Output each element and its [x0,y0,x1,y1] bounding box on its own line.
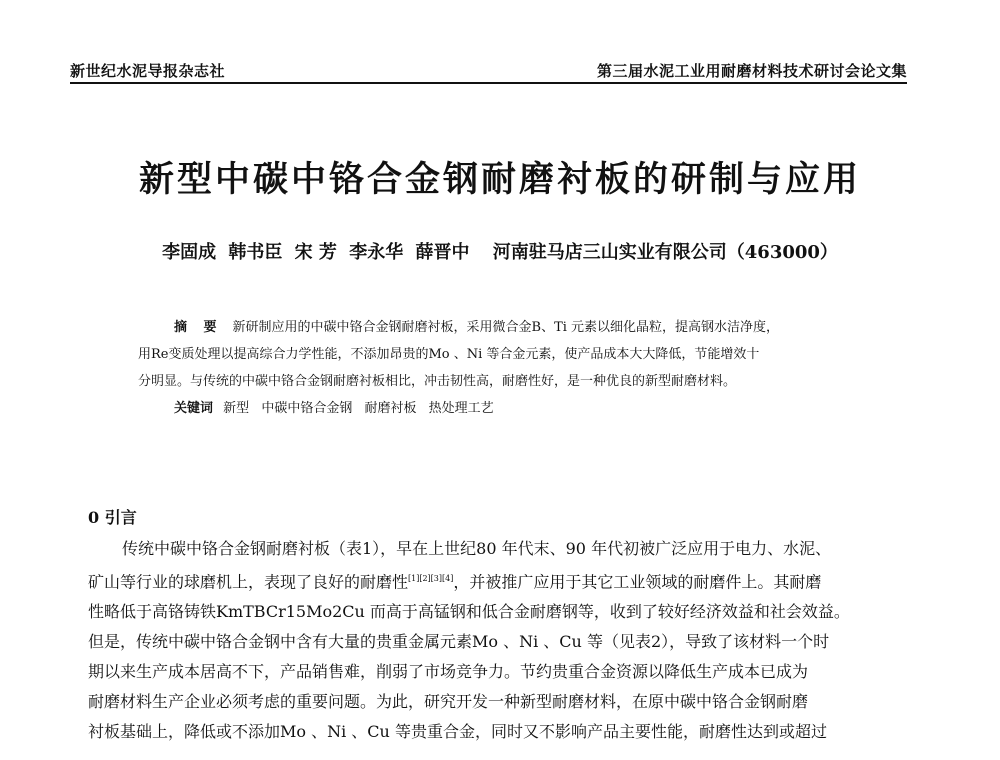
body-text-segment: 矿山等行业的球磨机上，表现了良好的耐磨性 [88,572,409,592]
author-affiliation: 河南驻马店三山实业有限公司（463000） [492,242,838,263]
abstract-label: 摘 要 [174,320,223,335]
body-line: 衬板基础上，降低或不添加Mo 、Ni 、Cu 等贵重合金，同时又不影响产品主要性能，耐磨性达到或超过 [88,722,827,742]
author-name: 宋 芳 [294,242,337,263]
abstract-line: 用Re变质处理以提高综合力学性能，不添加昂贵的Mo 、Ni 等合金元素，使产品成本大大降低，节能增效十 [138,347,760,362]
body-text-segment: ，并被推广应用于其它工业领域的耐磨件上。其耐磨 [453,572,822,592]
author-name: 薛晋中 [415,242,470,263]
running-header-proceedings: 第三届水泥工业用耐磨材料技术研讨会论文集 [596,62,907,80]
abstract-line: 分明显。与传统的中碳中铬合金钢耐磨衬板相比，冲击韧性高，耐磨性好，是一种优良的新型耐磨材料。 [138,374,737,389]
body-line: 但是，传统中碳中铬合金钢中含有大量的贵重金属元素Mo 、Ni 、Cu 等（见表2），导致了该材料一个时 [88,632,830,652]
keywords-line [138,395,898,422]
paper-title: 新型中碳中铬合金钢耐磨衬板的研制与应用 [138,159,861,200]
keyword: 耐磨衬板 [364,401,417,416]
author-name: 韩书臣 [228,242,283,263]
keyword: 新型 [223,401,250,416]
body-line: 期以来生产成本居高不下，产品销售难，削弱了市场竞争力。节约贵重合金资源以降低生产成本已成为 [88,662,809,682]
body-line: 传统中碳中铬合金钢耐磨衬板（表1），早在上世纪80 年代末、90 年代初被广泛应用于电力、水泥、 [122,539,832,558]
running-header-journal: 新世纪水泥导报杂志社 [70,62,226,80]
author-line [0,238,1000,264]
author-name: 李永华 [349,242,404,263]
keyword: 热处理工艺 [428,401,494,416]
header-divider [70,82,907,84]
citation-ref: [1][2][3][4] [408,574,454,583]
body-text [88,534,918,747]
author-name: 李固成 [162,242,217,263]
keyword: 中碳中铬合金钢 [261,401,353,416]
keywords-label: 关键词 [174,401,214,416]
abstract-text: 新研制应用的中碳中铬合金钢耐磨衬板，采用微合金B、Ti 元素以细化晶粒，提高钢水洁净度， [232,320,780,335]
body-line [88,564,918,597]
abstract-line [138,314,898,341]
section-heading: 0 引言 [88,508,137,527]
body-line: 性略低于高铬铸铁KmTBCr15Mo2Cu 而高于高锰钢和低合金耐磨钢等，收到了较好经济效益和社会效益。 [88,602,850,622]
body-line: 耐磨材料生产企业必须考虑的重要问题。为此，研究开发一种新型耐磨材料，在原中碳中铬合金钢耐磨 [88,692,809,712]
abstract [138,314,898,422]
